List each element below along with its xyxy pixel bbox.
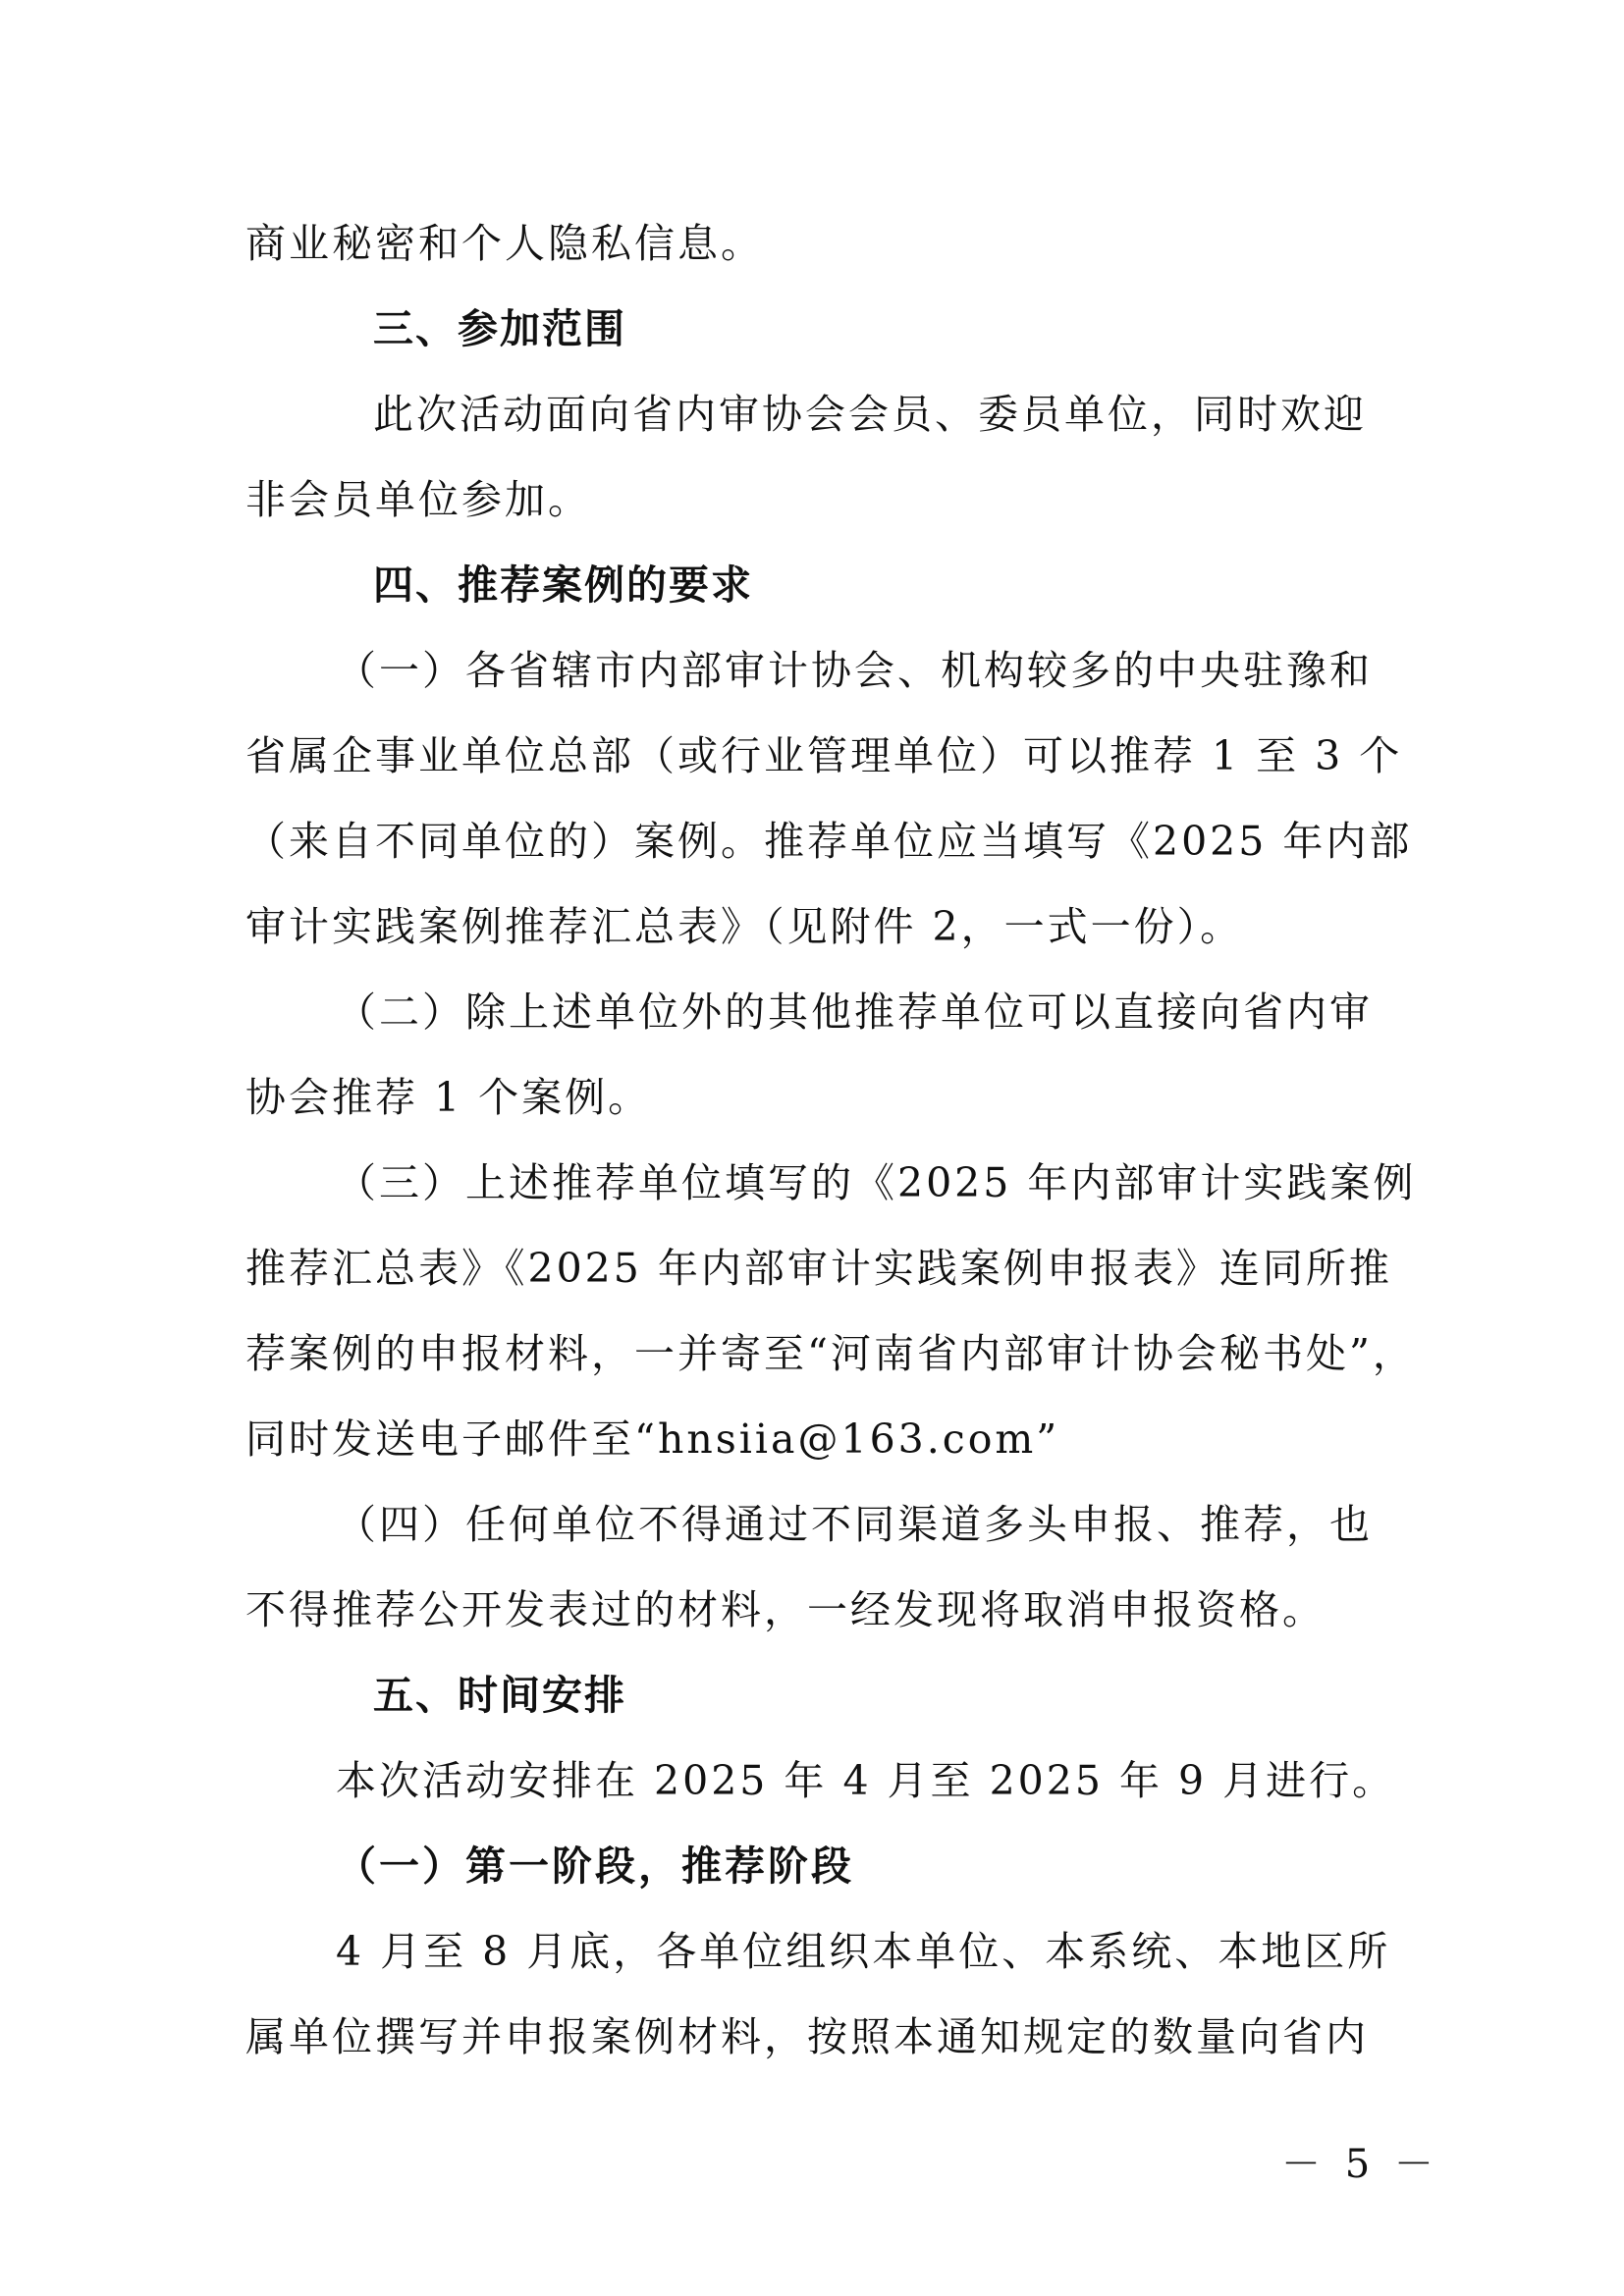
text-line: （三）上述推荐单位填写的《2025 年内部审计实践案例 — [336, 1159, 1417, 1206]
text-line: （来自不同单位的）案例。推荐单位应当填写《2025 年内部 — [245, 818, 1413, 865]
text-line: 审计实践案例推荐汇总表》（见附件 2，一式一份）。 — [245, 903, 1244, 950]
text-line: （二）除上述单位外的其他推荐单位可以直接向省内审 — [336, 988, 1373, 1036]
section-heading: 四、推荐案例的要求 — [373, 561, 753, 609]
email-address-line: 同时发送电子邮件至“hnsiia@163.com” — [245, 1415, 1060, 1463]
text-line: 省属企事业单位总部（或行业管理单位）可以推荐 1 至 3 个 — [245, 732, 1403, 779]
text-line: 不得推荐公开发表过的材料，一经发现将取消申报资格。 — [245, 1586, 1326, 1633]
text-line: 协会推荐 1 个案例。 — [245, 1074, 652, 1121]
document-body — [245, 201, 1417, 2080]
text-line: 非会员单位参加。 — [245, 476, 591, 523]
subsection-heading: （一）第一阶段，推荐阶段 — [336, 1842, 854, 1890]
page-number: － 5 － — [1281, 2142, 1439, 2187]
section-heading: 五、时间安排 — [373, 1672, 626, 1719]
text-line: （四）任何单位不得通过不同渠道多头申报、推荐，也 — [336, 1501, 1373, 1548]
text-line: 推荐汇总表》《2025 年内部审计实践案例申报表》连同所推 — [245, 1245, 1392, 1292]
section-heading: 三、参加范围 — [373, 305, 626, 352]
text-line: 4 月至 8 月底，各单位组织本单位、本系统、本地区所 — [336, 1928, 1391, 1975]
text-line: （一）各省辖市内部审计协会、机构较多的中央驻豫和 — [336, 647, 1373, 694]
text-line: 属单位撰写并申报案例材料，按照本通知规定的数量向省内 — [245, 2013, 1369, 2060]
text-line: 此次活动面向省内审协会会员、委员单位，同时欢迎 — [373, 391, 1367, 438]
text-line: 本次活动安排在 2025 年 4 月至 2025 年 9 月进行。 — [336, 1757, 1396, 1804]
text-line: 荐案例的申报材料，一并寄至“河南省内部审计协会秘书处”， — [245, 1330, 1416, 1377]
text-line: 商业秘密和个人隐私信息。 — [245, 220, 764, 267]
